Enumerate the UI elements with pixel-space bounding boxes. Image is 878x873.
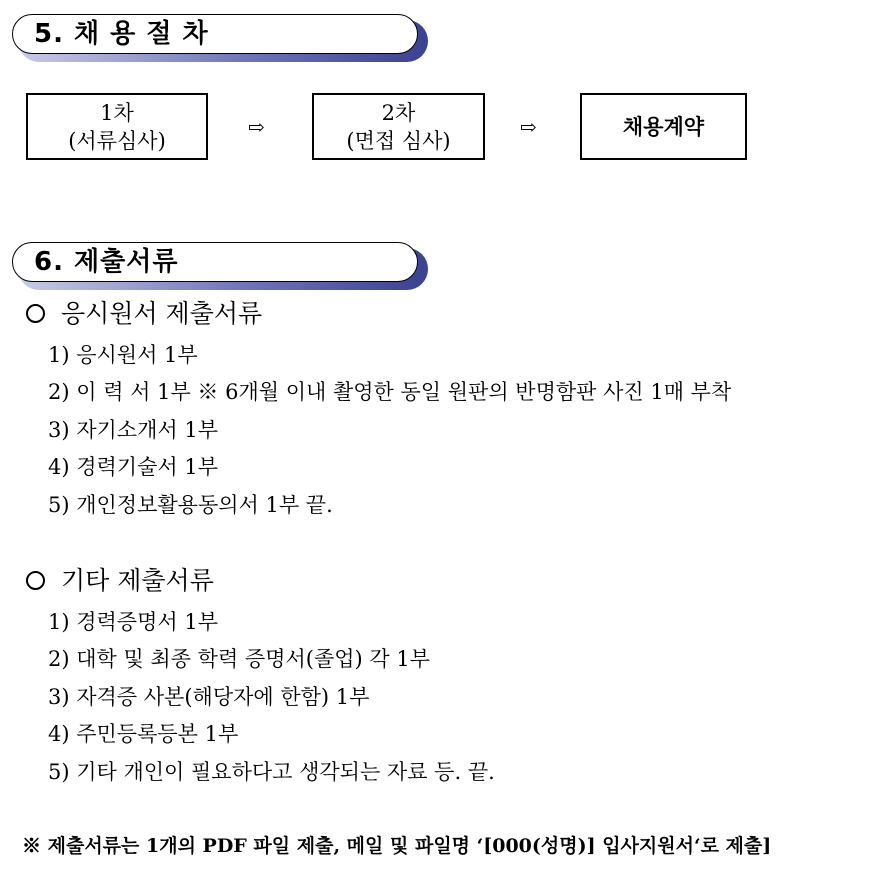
group-2-heading	[26, 565, 214, 597]
list-item: 2) 대학 및 최종 학력 증명서(졸업) 각 1부	[48, 647, 431, 671]
step-2-line2: (면접 심사)	[346, 128, 451, 153]
list-item: 3) 자기소개서 1부	[48, 418, 218, 442]
list-item: 4) 경력기술서 1부	[48, 455, 218, 479]
step-3-label: 채용계약	[622, 114, 705, 139]
group-2-heading-text: 기타 제출서류	[61, 566, 214, 595]
group-1-heading-text: 응시원서 제출서류	[61, 299, 263, 328]
section-5-title: 5. 채 용 절 차	[34, 19, 209, 49]
section-5-header	[12, 14, 428, 64]
group-1-heading	[26, 298, 262, 330]
list-item: 1) 응시원서 1부	[48, 343, 198, 367]
arrow-right-icon: ⇨	[248, 115, 265, 139]
submission-note: ※ 제출서류는 1개의 PDF 파일 제출, 메일 및 파일명 ‘[000(성명)] 입사지원서‘로 제출]	[22, 835, 772, 857]
circle-bullet-icon	[26, 571, 45, 590]
section-6-header	[12, 242, 428, 292]
list-item: 5) 기타 개인이 필요하다고 생각되는 자료 등. 끝.	[48, 760, 495, 784]
section-6-title: 6. 제출서류	[34, 247, 179, 277]
step-2-line1: 2차	[381, 100, 416, 125]
arrow-right-icon: ⇨	[520, 115, 537, 139]
step-1-box	[26, 93, 208, 160]
list-item: 5) 개인정보활용동의서 1부 끝.	[48, 493, 333, 517]
step-1-line1: 1차	[100, 100, 134, 125]
circle-bullet-icon	[26, 304, 45, 323]
list-item: 4) 주민등록등본 1부	[48, 722, 239, 746]
list-item: 2) 이 력 서 1부 ※ 6개월 이내 촬영한 동일 원판의 반명함판 사진 1매 부착	[48, 380, 732, 404]
step-1-line2: (서류심사)	[68, 128, 166, 153]
list-item: 3) 자격증 사본(해당자에 한함) 1부	[48, 685, 370, 709]
step-2-box	[312, 93, 485, 160]
step-3-box	[580, 93, 747, 160]
list-item: 1) 경력증명서 1부	[48, 610, 218, 634]
